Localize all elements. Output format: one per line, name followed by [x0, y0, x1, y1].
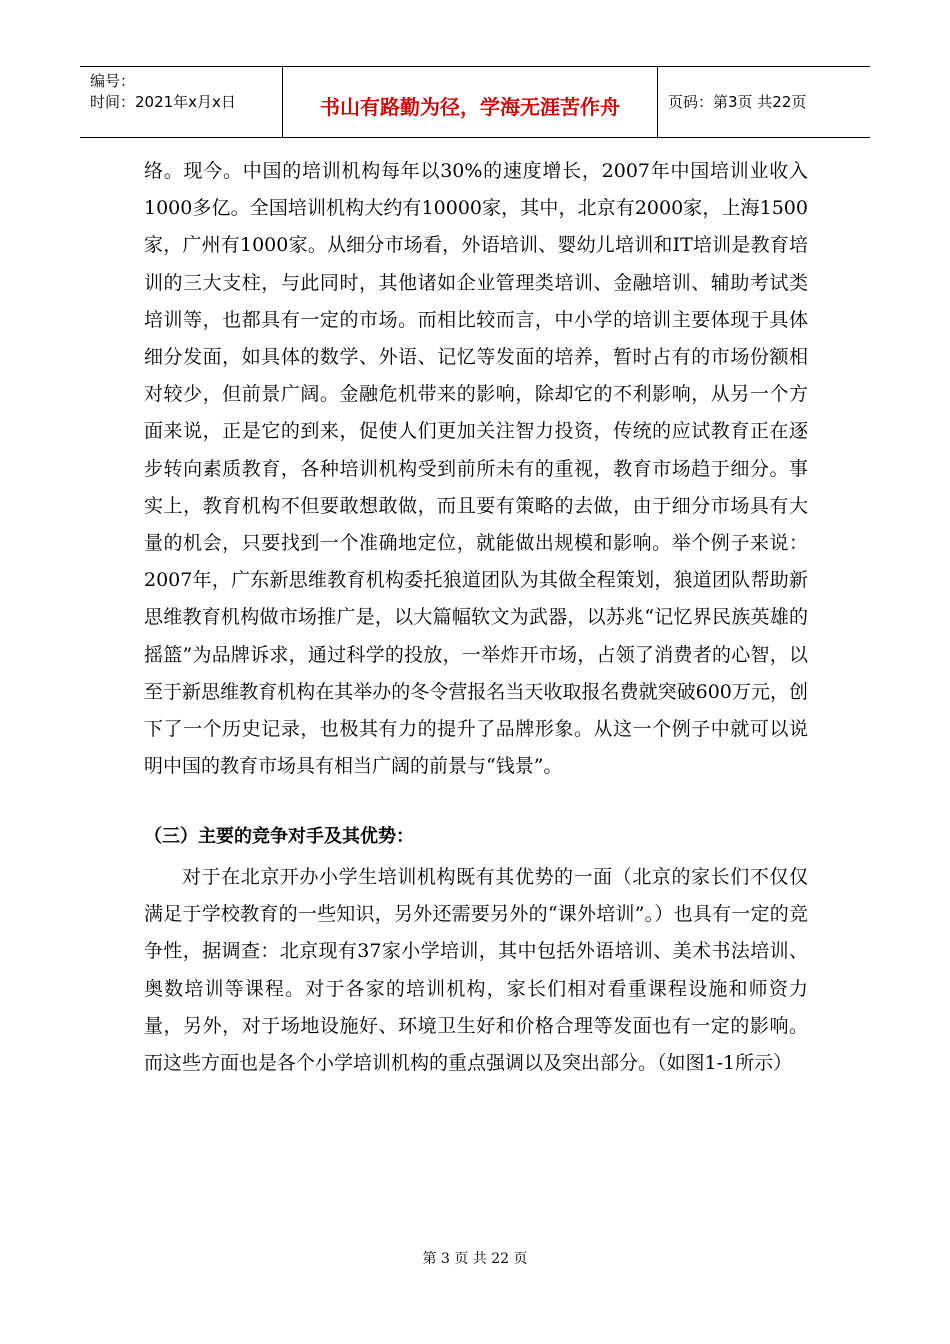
document-date-label: 时间：2021年x月x日: [90, 93, 236, 111]
section-heading: （三）主要的竞争对手及其优势：: [144, 826, 414, 847]
body-paragraph-1: [144, 153, 808, 785]
header-meta: [80, 67, 282, 137]
page-footer: 第 3 页 共 22 页: [422, 1251, 528, 1267]
paragraph-text: 络。现今。中国的培训机构每年以30%的速度增长，2007年中国培训业收入1000多亿。全国培训机构大约有10000家，其中，北京有2000家，上海1500家，广州有1000家。从细分市场看，外语培训、婴幼儿培训和IT培训是教育培训的三大支柱，与此同时，其他诸如企业管理类培训、金融培训、辅助考试类培训等，也都具有一定的市场。而相比较而言，中小学的培训主要体现于具体细分发面，如具体的数学、外语、记忆等发面的培养，暂时占有的市场份额相对较少，但前景广阔。金融危机带来的影响，除却它的不利影响，从另一个方面来说，正是它的到来，促使人们更加关注智力投资，传统的应试教育正在逐步转向素质教育，各种培训机构受到前所未有的重视，教育市场趋于细分。事实上，教育机构不但要敢想敢做，而且要有策略的去做，由于细分市场具有大量的机会，只要找到一个准确地定位，就能做出规模和影响。举个例子来说：2007年，广东新思维教育机构委托狼道团队为其做全程策划，狼道团队帮助新思维教育机构做市场推广是，以大篇幅软文为武器，以苏兆“记忆界民族英雄的摇篮”为品牌诉求，通过科学的投放，一举炸开市场，占领了消费者的心智，以至于新思维教育机构在其举办的冬令营报名当天收取报名费就突破600万元，创下了一个历史记录，也极其有力的提升了品牌形象。从这一个例子中就可以说明中国的教育市场具有相当广阔的前景与“钱景”。: [144, 160, 808, 778]
header-page-info: 页码：第3页 共22页: [668, 92, 807, 111]
body-paragraph-2: [144, 859, 808, 1082]
header-motto: 书山有路勤为径，学海无涯苦作舟: [282, 67, 658, 137]
paragraph-text: 对于在北京开办小学生培训机构既有其优势的一面（北京的家长们不仅仅满足于学校教育的一些知识，另外还需要另外的“课外培训”。）也具有一定的竞争性，据调查：北京现有37家小学培训，其中包括外语培训、美术书法培训、奥数培训等课程。对于各家的培训机构，家长们相对看重课程设施和师资力量，另外，对于场地设施好、环境卫生好和价格合理等发面也有一定的影响。而这些方面也是各个小学培训机构的重点强调以及突出部分。（如图1-1所示）: [144, 866, 808, 1075]
page-header: [80, 66, 870, 138]
document-number-label: 编号：: [90, 72, 136, 90]
